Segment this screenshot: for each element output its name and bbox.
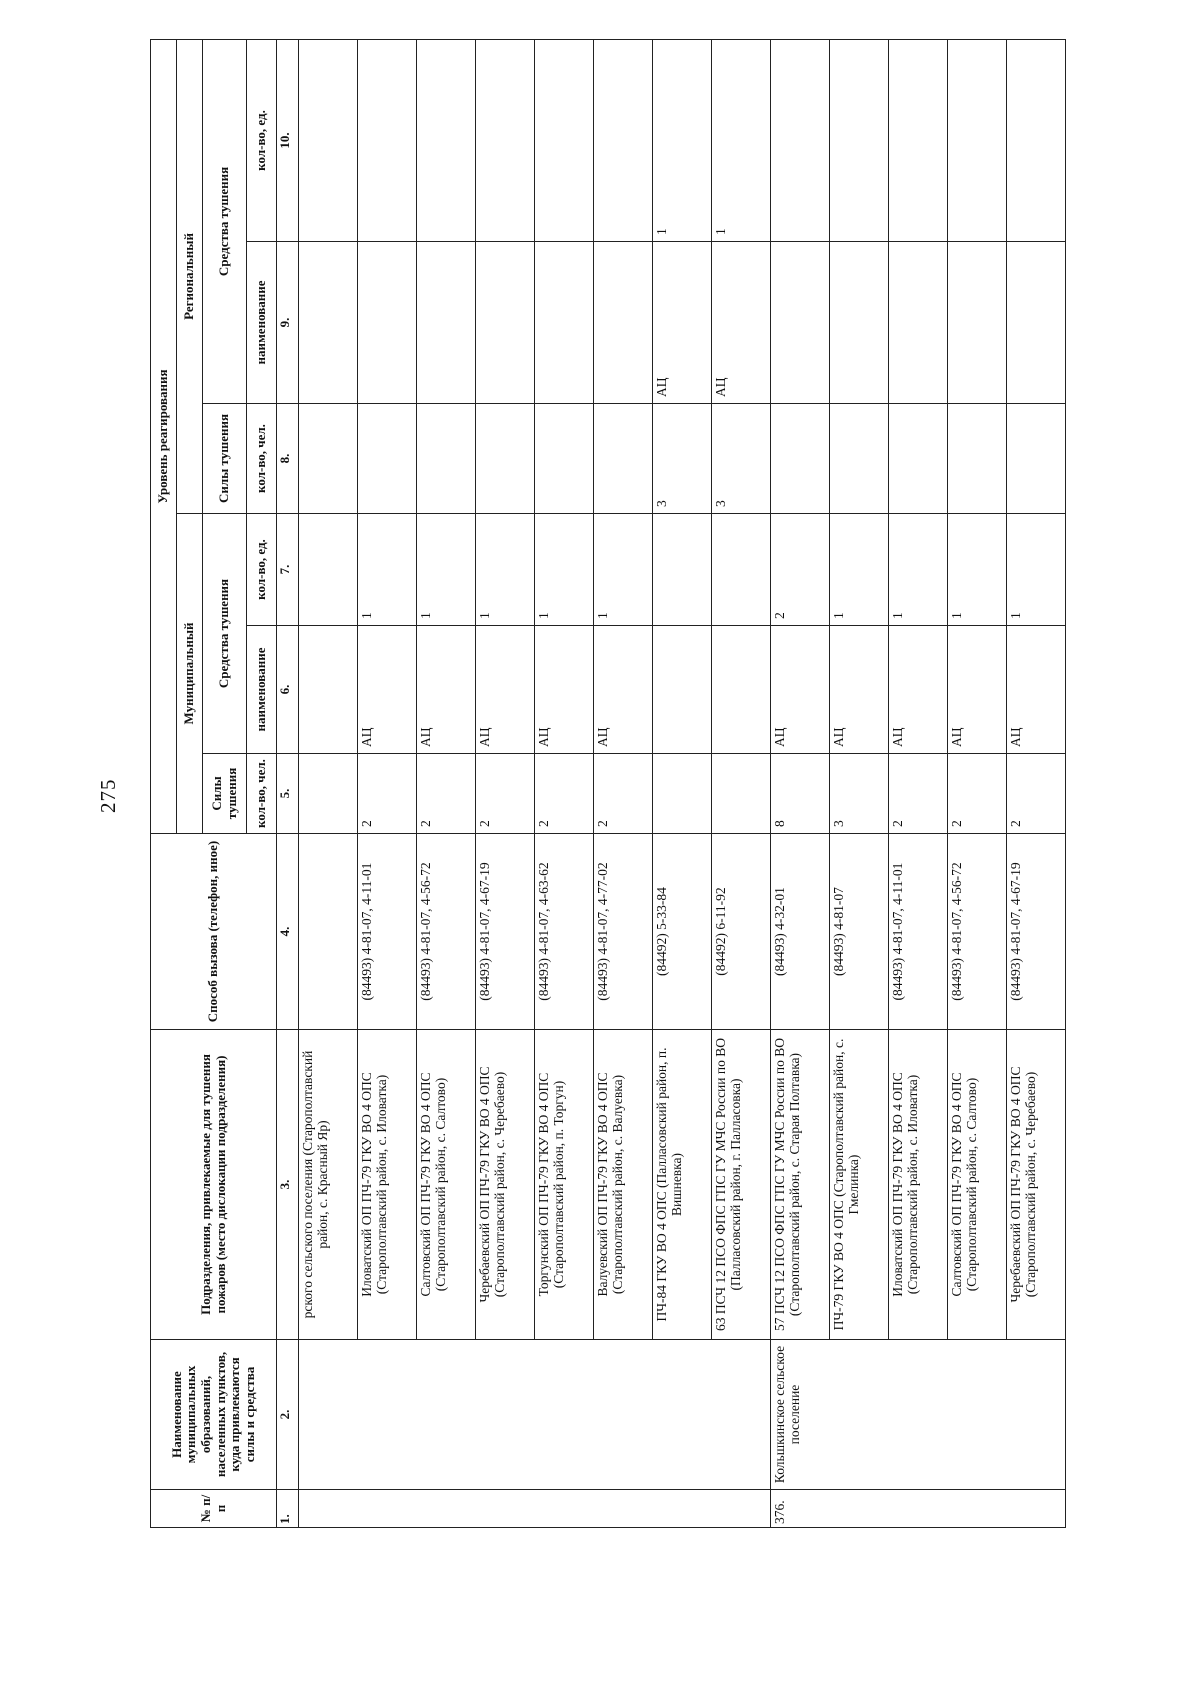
row-r-qty [948, 39, 1007, 241]
col-number: 10. [277, 39, 299, 241]
row-m-forces: 2 [535, 754, 594, 834]
row-m-qty: 1 [889, 514, 948, 626]
row-unit: Салтовский ОП ПЧ-79 ГКУ ВО 4 ОПС (Старополтавский район, с. Салтово) [417, 1030, 476, 1340]
row-phone: (84493) 4-81-07, 4-11-01 [889, 834, 948, 1030]
row-r-forces [948, 404, 1007, 514]
header-r-qty-units: кол-во, ед. [247, 39, 277, 241]
row-phone: (84493) 4-81-07, 4-56-72 [417, 834, 476, 1030]
row-r-forces [358, 404, 417, 514]
row-r-name [535, 242, 594, 404]
header-m-qty-people: кол-во, чел. [247, 754, 277, 834]
table-row [358, 39, 417, 1527]
table-row [712, 39, 771, 1527]
header-m-name: наименование [247, 626, 277, 754]
col-number: 2. [277, 1340, 299, 1490]
row-unit: ПЧ-79 ГКУ ВО 4 ОПС (Старополтавский район, с. Гмелинка) [830, 1030, 889, 1340]
row-r-qty [830, 39, 889, 241]
row-r-qty [299, 39, 358, 241]
row-m-name: АЦ [594, 626, 653, 754]
row-r-qty: 1 [712, 39, 771, 241]
row-unit: 63 ПСЧ 12 ПСО ФПС ГПС ГУ МЧС России по ВО (Палласовский район, г. Палласовка) [712, 1030, 771, 1340]
row-r-forces: 3 [712, 404, 771, 514]
row-r-qty [417, 39, 476, 241]
row-m-name [712, 626, 771, 754]
row-m-forces: 2 [476, 754, 535, 834]
page-number: 275 [96, 778, 120, 813]
row-phone: (84493) 4-81-07, 4-77-02 [594, 834, 653, 1030]
col-number: 9. [277, 242, 299, 404]
row-m-name: АЦ [889, 626, 948, 754]
row-r-name [830, 242, 889, 404]
row-m-qty: 1 [830, 514, 889, 626]
row-r-qty [1007, 39, 1066, 241]
row-m-forces: 2 [358, 754, 417, 834]
row-phone: (84492) 5-33-84 [653, 834, 712, 1030]
row-phone: (84493) 4-32-01 [771, 834, 830, 1030]
header-municipal: Муниципальный [177, 514, 203, 834]
row-r-forces [594, 404, 653, 514]
header-m-qty-units: кол-во, ед. [247, 514, 277, 626]
row-municipality [299, 1340, 771, 1490]
header-r-name: наименование [247, 242, 277, 404]
row-m-qty: 1 [358, 514, 417, 626]
row-unit: рского сельского поселения (Старополтавский район, с. Красный Яр) [299, 1030, 358, 1340]
header-response-level: Уровень реагирования [151, 39, 177, 833]
row-m-qty: 1 [1007, 514, 1066, 626]
row-r-qty [358, 39, 417, 241]
col-number: 1. [277, 1490, 299, 1528]
row-m-qty [653, 514, 712, 626]
table-row [417, 39, 476, 1527]
table-row [535, 39, 594, 1527]
row-r-qty [476, 39, 535, 241]
row-m-qty: 1 [594, 514, 653, 626]
col-number: 4. [277, 834, 299, 1030]
row-m-name: АЦ [358, 626, 417, 754]
row-m-qty: 1 [948, 514, 1007, 626]
row-r-name [358, 242, 417, 404]
row-phone: (84493) 4-81-07, 4-11-01 [358, 834, 417, 1030]
row-m-forces [653, 754, 712, 834]
row-m-forces: 2 [594, 754, 653, 834]
row-num: 376. [771, 1490, 1066, 1528]
table-row [594, 39, 653, 1527]
table-row [830, 39, 889, 1527]
row-unit: Иловатский ОП ПЧ-79 ГКУ ВО 4 ОПС (Старополтавский район, с. Иловатка) [358, 1030, 417, 1340]
row-unit: Торгунский ОП ПЧ-79 ГКУ ВО 4 ОПС (Старополтавский район, п. Торгун) [535, 1030, 594, 1340]
header-regional: Региональный [177, 39, 203, 513]
row-phone: (84493) 4-81-07, 4-63-62 [535, 834, 594, 1030]
row-r-qty [889, 39, 948, 241]
header-r-qty-people: кол-во, чел. [247, 404, 277, 514]
row-m-forces: 2 [948, 754, 1007, 834]
row-m-forces [712, 754, 771, 834]
row-phone: (84493) 4-81-07, 4-56-72 [948, 834, 1007, 1030]
row-r-name: АЦ [712, 242, 771, 404]
row-m-qty [712, 514, 771, 626]
response-table [150, 39, 1066, 1528]
row-r-qty: 1 [653, 39, 712, 241]
table-row [771, 39, 830, 1527]
col-number: 5. [277, 754, 299, 834]
row-r-name [476, 242, 535, 404]
header-municipal-means: Средства тушения [203, 514, 247, 754]
header-regional-means: Средства тушения [203, 39, 247, 403]
row-r-forces: 3 [653, 404, 712, 514]
table-row [476, 39, 535, 1527]
row-m-qty: 1 [535, 514, 594, 626]
row-m-name: АЦ [948, 626, 1007, 754]
row-m-name: АЦ [476, 626, 535, 754]
row-r-forces [771, 404, 830, 514]
header-municipality: Наименование муниципальных образований, населенных пунктов, куда привлекаются силы и средства [151, 1340, 277, 1490]
row-r-forces [889, 404, 948, 514]
row-r-name [1007, 242, 1066, 404]
table-row [948, 39, 1007, 1527]
row-num [299, 1490, 771, 1528]
row-unit: Валуевский ОП ПЧ-79 ГКУ ВО 4 ОПС (Старополтавский район, с. Валуевка) [594, 1030, 653, 1340]
row-unit: ПЧ-84 ГКУ ВО 4 ОПС (Палласовский район, п. Вишневка) [653, 1030, 712, 1340]
header-num: № п/п [151, 1490, 277, 1528]
row-m-forces: 3 [830, 754, 889, 834]
row-r-qty [594, 39, 653, 241]
row-phone: (84493) 4-81-07 [830, 834, 889, 1030]
row-r-name [889, 242, 948, 404]
row-m-forces: 2 [889, 754, 948, 834]
col-number: 6. [277, 626, 299, 754]
row-r-name: АЦ [653, 242, 712, 404]
row-r-forces [1007, 404, 1066, 514]
table-row [1007, 39, 1066, 1527]
rotated-table-container [150, 40, 1066, 1528]
row-r-forces [417, 404, 476, 514]
row-r-name [594, 242, 653, 404]
row-m-forces: 2 [1007, 754, 1066, 834]
col-number: 8. [277, 404, 299, 514]
row-m-name: АЦ [535, 626, 594, 754]
row-phone: (84493) 4-81-07, 4-67-19 [1007, 834, 1066, 1030]
table-row [653, 39, 712, 1527]
table-row [299, 39, 358, 1527]
row-r-qty [535, 39, 594, 241]
row-m-forces [299, 754, 358, 834]
row-m-forces: 8 [771, 754, 830, 834]
col-number: 3. [277, 1030, 299, 1340]
row-r-forces [830, 404, 889, 514]
row-m-qty: 1 [417, 514, 476, 626]
header-municipal-forces: Силы тушения [203, 754, 247, 834]
row-phone: (84493) 4-81-07, 4-67-19 [476, 834, 535, 1030]
row-r-name [948, 242, 1007, 404]
row-m-qty [299, 514, 358, 626]
row-m-name: АЦ [1007, 626, 1066, 754]
row-unit: Черебаевский ОП ПЧ-79 ГКУ ВО 4 ОПС (Старополтавский район, с. Черебаево) [1007, 1030, 1066, 1340]
row-m-forces: 2 [417, 754, 476, 834]
header-unit: Подразделения, привлекаемые для тушения пожаров (место дислокации подразделения) [151, 1030, 277, 1340]
row-r-forces [299, 404, 358, 514]
row-m-name [299, 626, 358, 754]
row-r-name [417, 242, 476, 404]
row-unit: Черебаевский ОП ПЧ-79 ГКУ ВО 4 ОПС (Старополтавский район, с. Черебаево) [476, 1030, 535, 1340]
row-r-forces [476, 404, 535, 514]
table-row [889, 39, 948, 1527]
row-m-qty: 2 [771, 514, 830, 626]
row-m-name [653, 626, 712, 754]
row-phone: (84492) 6-11-92 [712, 834, 771, 1030]
row-r-forces [535, 404, 594, 514]
row-m-name: АЦ [830, 626, 889, 754]
header-call-method: Способ вызова (телефон, иное) [151, 834, 277, 1030]
row-r-name [771, 242, 830, 404]
row-unit: Иловатский ОП ПЧ-79 ГКУ ВО 4 ОПС (Старополтавский район, с. Иловатка) [889, 1030, 948, 1340]
row-municipality: Кольшкинское сельское поселение [771, 1340, 1066, 1490]
row-unit: Салтовский ОП ПЧ-79 ГКУ ВО 4 ОПС (Старополтавский район, с. Салтово) [948, 1030, 1007, 1340]
row-m-qty: 1 [476, 514, 535, 626]
header-regional-forces: Силы тушения [203, 404, 247, 514]
row-m-name: АЦ [771, 626, 830, 754]
row-r-name [299, 242, 358, 404]
row-unit: 57 ПСЧ 12 ПСО ФПС ГПС ГУ МЧС России по ВО (Старополтавский район, с. Старая Полтавка) [771, 1030, 830, 1340]
row-r-qty [771, 39, 830, 241]
row-m-name: АЦ [417, 626, 476, 754]
row-phone [299, 834, 358, 1030]
col-number: 7. [277, 514, 299, 626]
